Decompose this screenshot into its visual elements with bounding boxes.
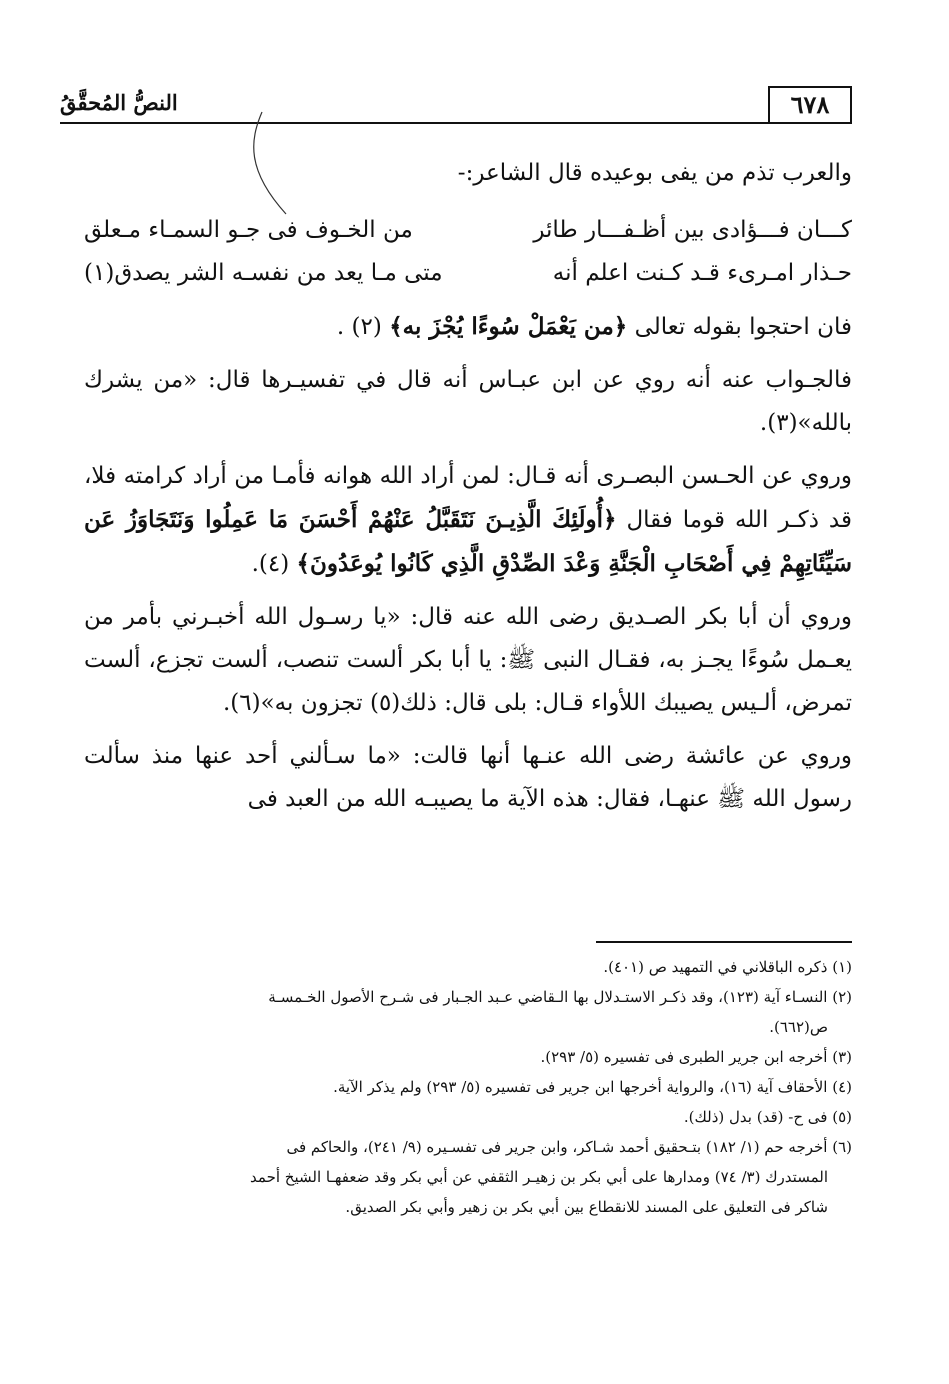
footnote-1: (١) ذكره الباقلاني في التمهيد ص (٤٠١). xyxy=(603,958,852,976)
quran-quote-1: ﴿من يَعْمَلْ سُوءًا يُجْزَ به﴾ xyxy=(389,313,628,340)
quran-quote-2: ﴿أُولَئِكَ الَّذِيـنَ نَتَقَبَّلُ عَنْهُمْ أَحْسَنَ مَا عَمِلُوا وَنَتَجَاوَزُ عَن سَيِّئَاتِهِمْ فِي أَصْحَابِ الْجَنَّةِ وَعْدَ الصِّدْقِ الَّذِي كَانُوا يُوعَدُونَ﴾ xyxy=(84,506,852,577)
footnote-separator xyxy=(596,941,852,943)
footnote-6-continuation-1: المستدرك (٣/ ٧٤) ومدارها على أبي بكر بن زهيـر الثقفي عن أبي بكر وقد ضعفهـا الشيخ أحمد xyxy=(250,1168,828,1186)
footnote-4: (٤) الأحقاف آية (١٦)، والرواية أخرجها ابن جرير فى تفسيره (٥/ ٢٩٣) ولم يذكر الآية. xyxy=(333,1078,852,1096)
verse-1-first-hemistich: كـــان فـــؤادى بين أظـفـــار طائر xyxy=(533,217,852,243)
paragraph-abu-bakr: وروي أن أبا بكر الصـديق رضى الله عنه قال: «يا رسـول الله أخبـرني بأمر من يعـمل سُوءًا يجـز به، فقـال النبى ﷺ: يا أبا بكر ألست تنصب، ألست تجزع، ألست تمرض، ألـيس يصيبك اللأواء قـال: بلى قال: ذلك(٥) تجزون به»(٦). xyxy=(84,604,852,716)
paragraph-answer: فالجـواب عنه أنه روي عن ابن عبـاس أنه قال في تفسيـرها قال: «من يشرك بالله»(٣). xyxy=(84,367,852,436)
footnote-2: (٢) النسـاء آية (١٢٣)، وقد ذكـر الاستـدلال بها الـقاضي عـبد الجـبار فى شـرح الأصول الخـمسـة xyxy=(268,988,852,1006)
footnotes xyxy=(84,954,852,1224)
paragraph-objection xyxy=(84,305,852,349)
verse-1-second-hemistich: من الخـوف فى جـو السمـاء مـعلق xyxy=(84,217,413,243)
paragraph-aisha: وروي عن عائشة رضى الله عنـها أنها قالت: «ما سـألني أحد عنها منذ سألت رسول الله ﷺ عنهـا، فقال: هذه الآية ما يصيبـه الله من العبد فى xyxy=(84,743,852,812)
paragraph-hasan-basri-text: وروي عن الحـسن البصـرى أنه قـال: لمن أراد الله هوانه فأمـا من أراد كرامته فلا، قد ذكـر الله قوما فقال xyxy=(84,463,853,533)
footnote-2-continuation: ص(٦٦٢). xyxy=(769,1018,828,1036)
footnote-5: (٥) فى ح- (قد) بدل (ذلك). xyxy=(683,1108,852,1126)
poem-verse-1 xyxy=(84,209,852,252)
running-title: النصُّ المُحقَّقُ xyxy=(60,90,178,115)
paragraph-hasan-basri xyxy=(84,455,852,586)
verse-2-second-hemistich: متى مـا يعد من نفسـه الشر يصدق(١) xyxy=(84,260,443,286)
paragraph-objection-text: فان احتجوا بقوله تعالى xyxy=(634,314,852,340)
footnote-6: (٦) أخرجه حم (١/ ١٨٢) بتـحقيق أحمد شـاكر، وابن جرير فى تفسـيره (٩/ ٢٤١)، والحاكم فى xyxy=(286,1138,852,1156)
footnote-3: (٣) أخرجه ابن جرير الطبرى فى تفسيره (٥/ ٢٩٣). xyxy=(540,1048,852,1066)
page-number: ٦٧٨ xyxy=(768,86,852,124)
main-text xyxy=(84,152,852,821)
header-rule xyxy=(60,122,852,124)
footnote-ref-4: (٤). xyxy=(251,551,290,577)
footnote-ref-2: (٢) . xyxy=(336,314,382,340)
intro-paragraph: والعرب تذم من يفى بوعيده قال الشاعر:- xyxy=(457,160,852,186)
poem-verse-2 xyxy=(84,252,852,295)
verse-2-first-hemistich: حـذار امـرىء قـد كـنت اعلم أنه xyxy=(552,260,852,286)
footnote-6-continuation-2: شاكر فى التعليق على المسند للانقطاع بين أبي بكر بن زهير وأبي بكر الصديق. xyxy=(345,1198,828,1216)
